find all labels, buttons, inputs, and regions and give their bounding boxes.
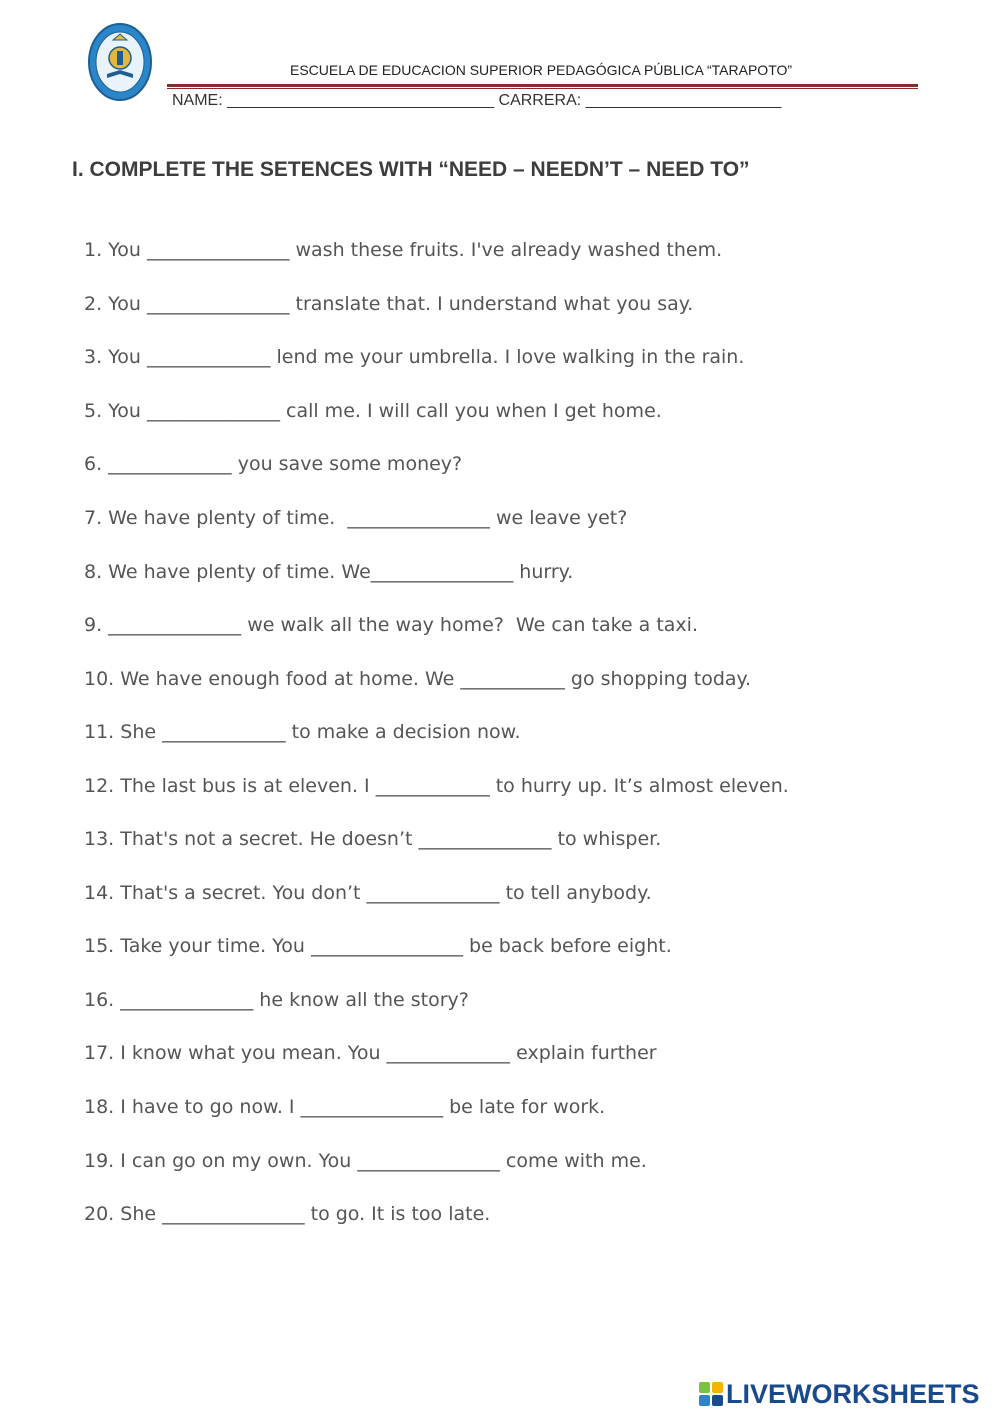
- exercise-title: I. COMPLETE THE SETENCES WITH “NEED – NEEDN’T – NEED TO”: [72, 158, 750, 181]
- sentence-item: 9. ______________ we walk all the way home? We can take a taxi.: [84, 614, 698, 636]
- sentence-item: 12. The last bus is at eleven. I ____________ to hurry up. It’s almost eleven.: [84, 775, 789, 797]
- header-rule-thin: [167, 88, 918, 89]
- sentence-item: 11. She _____________ to make a decision now.: [84, 721, 521, 743]
- sentence-item: 20. She _______________ to go. It is too late.: [84, 1203, 491, 1225]
- liveworksheets-brand[interactable]: [698, 1377, 980, 1411]
- sentence-item: 17. I know what you mean. You _____________ explain further: [84, 1042, 657, 1064]
- sentence-item: 14. That's a secret. You don’t ______________ to tell anybody.: [84, 882, 652, 904]
- sentence-item: 8. We have plenty of time. We_______________ hurry.: [84, 561, 574, 583]
- liveworksheets-logo-icon: [698, 1381, 724, 1407]
- header-rule: [167, 84, 918, 87]
- sentence-item: 15. Take your time. You ________________ be back before eight.: [84, 935, 672, 957]
- sentence-item: 2. You _______________ translate that. I understand what you say.: [84, 293, 694, 315]
- name-career-line: NAME: ______________________________ CARRERA: ______________________: [172, 92, 782, 109]
- sentence-item: 16. ______________ he know all the story?: [84, 989, 469, 1011]
- sentence-item: 6. _____________ you save some money?: [84, 453, 463, 475]
- sentence-item: 13. That's not a secret. He doesn’t ______________ to whisper.: [84, 828, 662, 850]
- school-name: ESCUELA DE EDUCACION SUPERIOR PEDAGÓGICA PÚBLICA “TARAPOTO”: [290, 62, 793, 78]
- institution-seal-icon: [87, 22, 153, 102]
- sentence-item: 1. You _______________ wash these fruits. I've already washed them.: [84, 239, 723, 261]
- sentence-item: 7. We have plenty of time. _______________ we leave yet?: [84, 507, 628, 529]
- sentence-item: 5. You ______________ call me. I will call you when I get home.: [84, 400, 662, 422]
- sentence-item: 10. We have enough food at home. We ___________ go shopping today.: [84, 668, 752, 690]
- liveworksheets-text: LIVEWORKSHEETS: [726, 1378, 980, 1409]
- sentence-item: 3. You _____________ lend me your umbrella. I love walking in the rain.: [84, 346, 745, 368]
- sentence-item: 19. I can go on my own. You _______________ come with me.: [84, 1150, 647, 1172]
- sentence-item: 18. I have to go now. I _______________ be late for work.: [84, 1096, 606, 1118]
